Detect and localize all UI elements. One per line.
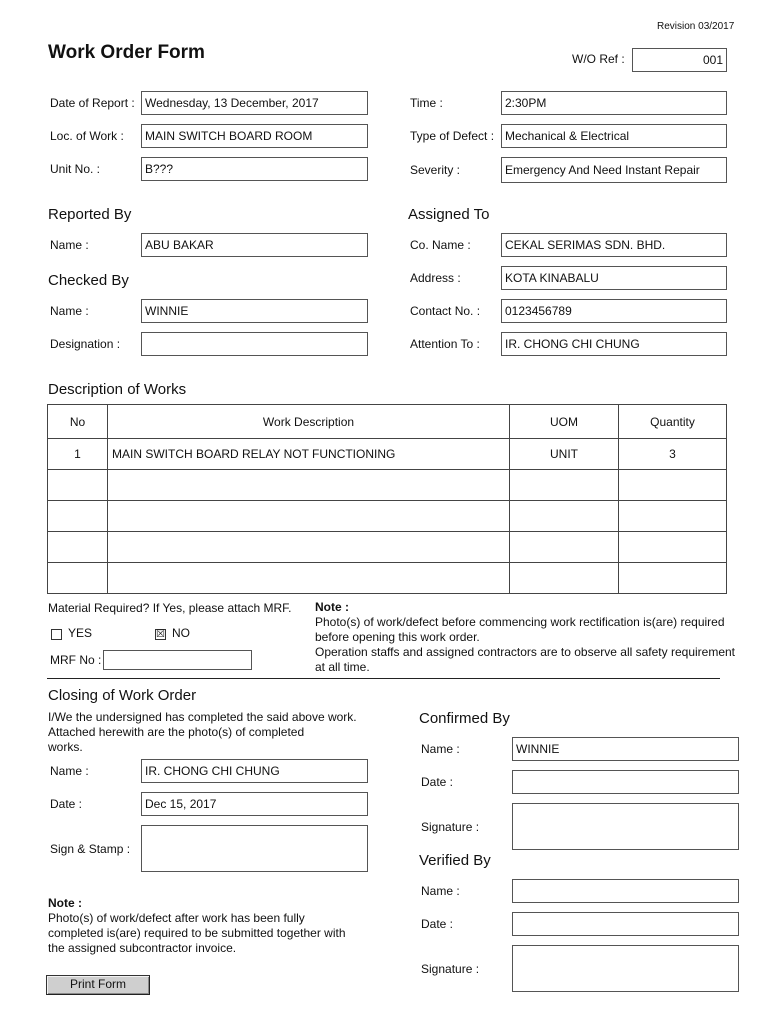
- wo-ref-field[interactable]: 001: [632, 48, 727, 72]
- cell-uom[interactable]: [510, 470, 619, 501]
- unit-no-label: Unit No. :: [50, 162, 101, 176]
- time-field[interactable]: 2:30PM: [501, 91, 727, 115]
- type-of-defect-field[interactable]: Mechanical & Electrical: [501, 124, 727, 148]
- checked-by-heading: Checked By: [48, 272, 129, 289]
- yes-checkbox[interactable]: [51, 629, 62, 640]
- loc-of-work-field[interactable]: MAIN SWITCH BOARD ROOM: [141, 124, 368, 148]
- closing-name-field[interactable]: IR. CHONG CHI CHUNG: [141, 759, 368, 783]
- table-row: [48, 563, 727, 594]
- cell-uom[interactable]: UNIT: [510, 439, 619, 470]
- reported-by-name-field[interactable]: ABU BAKAR: [141, 233, 368, 257]
- column-header-quantity: Quantity: [619, 405, 727, 439]
- mrf-no-field[interactable]: [103, 650, 252, 670]
- column-header-uom: UOM: [510, 405, 619, 439]
- cell-no[interactable]: 1: [48, 439, 108, 470]
- co-name-label: Co. Name :: [410, 238, 471, 252]
- cell-description[interactable]: [108, 563, 510, 594]
- column-header-no: No: [48, 405, 108, 439]
- address-field[interactable]: KOTA KINABALU: [501, 266, 727, 290]
- yes-label: YES: [68, 626, 93, 640]
- assigned-to-heading: Assigned To: [408, 206, 490, 223]
- table-row: [48, 439, 727, 470]
- note-line: Photo(s) of work/defect after work has been fully: [48, 911, 305, 925]
- note-line: at all time.: [315, 660, 370, 674]
- confirmed-date-field[interactable]: [512, 770, 739, 794]
- cell-uom[interactable]: [510, 532, 619, 563]
- closing-date-field[interactable]: Dec 15, 2017: [141, 792, 368, 816]
- reported-by-heading: Reported By: [48, 206, 132, 223]
- note-after-work: [48, 896, 346, 956]
- works-table: [47, 404, 727, 594]
- cell-no[interactable]: [48, 470, 108, 501]
- closing-date-label: Date :: [50, 797, 83, 811]
- note-title: Note :: [48, 896, 82, 910]
- attention-to-label: Attention To :: [410, 337, 480, 351]
- date-of-report-label: Date of Report :: [50, 96, 135, 110]
- closing-name-label: Name :: [50, 764, 89, 778]
- no-checkbox[interactable]: ☒: [156, 629, 165, 640]
- designation-field[interactable]: [141, 332, 368, 356]
- confirmed-signature-label: Signature :: [421, 820, 480, 834]
- verified-name-field[interactable]: [512, 879, 739, 903]
- co-name-field[interactable]: CEKAL SERIMAS SDN. BHD.: [501, 233, 727, 257]
- contact-no-field[interactable]: 0123456789: [501, 299, 727, 323]
- designation-label: Designation :: [50, 337, 121, 351]
- verified-date-label: Date :: [421, 917, 454, 931]
- checked-by-name-label: Name :: [50, 304, 89, 318]
- cell-quantity[interactable]: [619, 470, 727, 501]
- note-line: before opening this work order.: [315, 630, 480, 644]
- confirmed-name-field[interactable]: WINNIE: [512, 737, 739, 761]
- reported-by-name-label: Name :: [50, 238, 89, 252]
- note-line: the assigned subcontractor invoice.: [48, 941, 237, 955]
- confirmed-by-heading: Confirmed By: [419, 710, 510, 727]
- confirmed-date-label: Date :: [421, 775, 454, 789]
- closing-text-line: Attached herewith are the photo(s) of completed: [48, 725, 305, 739]
- verified-signature-box[interactable]: [512, 945, 739, 992]
- loc-of-work-label: Loc. of Work :: [50, 129, 124, 143]
- cell-description[interactable]: [108, 532, 510, 563]
- closing-text-line: works.: [48, 740, 83, 754]
- material-required-question: Material Required? If Yes, please attach MRF.: [48, 601, 292, 615]
- note-title: Note :: [315, 600, 349, 614]
- verified-signature-label: Signature :: [421, 962, 480, 976]
- type-of-defect-label: Type of Defect :: [410, 129, 495, 143]
- cell-description[interactable]: [108, 501, 510, 532]
- cell-quantity[interactable]: [619, 563, 727, 594]
- confirmed-signature-box[interactable]: [512, 803, 739, 850]
- date-of-report-field[interactable]: Wednesday, 13 December, 2017: [141, 91, 368, 115]
- sign-stamp-label: Sign & Stamp :: [50, 842, 131, 856]
- severity-field[interactable]: Emergency And Need Instant Repair: [501, 157, 727, 183]
- time-label: Time :: [410, 96, 443, 110]
- cell-no[interactable]: [48, 532, 108, 563]
- cell-uom[interactable]: [510, 563, 619, 594]
- verified-by-heading: Verified By: [419, 852, 491, 869]
- confirmed-name-label: Name :: [421, 742, 460, 756]
- section-divider: [47, 678, 720, 679]
- closing-statement: [48, 710, 357, 755]
- table-row: [48, 501, 727, 532]
- verified-name-label: Name :: [421, 884, 460, 898]
- column-header-work-description: Work Description: [108, 405, 510, 439]
- note-line: Operation staffs and assigned contractors are to observe all safety requirement: [315, 645, 736, 659]
- closing-text-line: I/We the undersigned has completed the said above work.: [48, 710, 357, 724]
- description-of-works-heading: Description of Works: [48, 381, 187, 398]
- mrf-no-label: MRF No :: [50, 653, 102, 667]
- revision-label: Revision 03/2017: [657, 21, 735, 32]
- cell-uom[interactable]: [510, 501, 619, 532]
- note-before-work: [315, 600, 735, 675]
- note-line: completed is(are) required to be submitted together with: [48, 926, 346, 940]
- address-label: Address :: [410, 271, 461, 285]
- no-label: NO: [172, 626, 190, 640]
- checked-by-name-field[interactable]: WINNIE: [141, 299, 368, 323]
- cell-quantity[interactable]: 3: [619, 439, 727, 470]
- note-line: Photo(s) of work/defect before commencing work rectification is(are) required: [315, 615, 725, 629]
- print-form-button[interactable]: Print Form: [46, 975, 150, 995]
- form-title: Work Order Form: [48, 42, 205, 63]
- contact-no-label: Contact No. :: [410, 304, 481, 318]
- attention-to-field[interactable]: IR. CHONG CHI CHUNG: [501, 332, 727, 356]
- cell-quantity[interactable]: [619, 501, 727, 532]
- closing-heading: Closing of Work Order: [48, 687, 197, 704]
- cell-no[interactable]: [48, 563, 108, 594]
- unit-no-field[interactable]: B???: [141, 157, 368, 181]
- severity-label: Severity :: [410, 163, 461, 177]
- verified-date-field[interactable]: [512, 912, 739, 936]
- cell-no[interactable]: [48, 501, 108, 532]
- cell-description[interactable]: MAIN SWITCH BOARD RELAY NOT FUNCTIONING: [108, 439, 510, 470]
- table-row: [48, 470, 727, 501]
- table-row: [48, 532, 727, 563]
- sign-stamp-box[interactable]: [141, 825, 368, 872]
- works-table-header: [48, 405, 727, 439]
- wo-ref-label: W/O Ref :: [572, 52, 625, 66]
- cell-description[interactable]: [108, 470, 510, 501]
- cell-quantity[interactable]: [619, 532, 727, 563]
